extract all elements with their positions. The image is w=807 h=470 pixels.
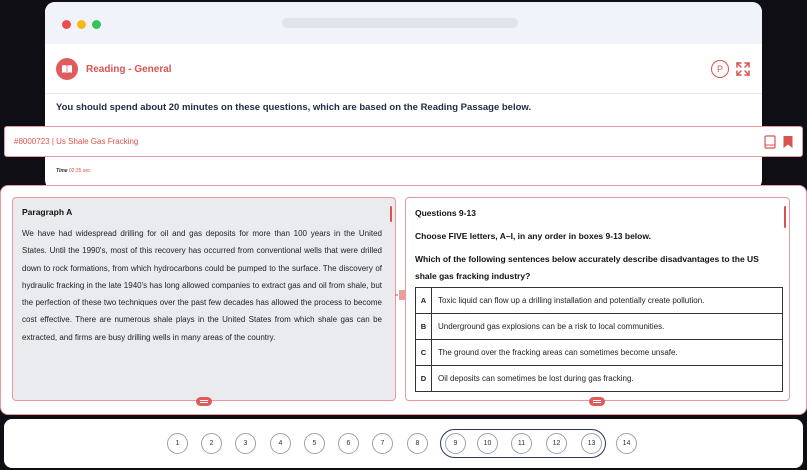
topic-title: #8000723 | Us Shale Gas Fracking xyxy=(14,137,139,146)
option-letter: D xyxy=(416,366,432,392)
question-nav-button[interactable]: 3 xyxy=(235,433,256,454)
question-nav-button[interactable]: 11 xyxy=(511,433,532,454)
app-window xyxy=(45,2,762,190)
question-nav-button[interactable]: 10 xyxy=(477,433,498,454)
option-row[interactable] xyxy=(416,340,783,366)
minimize-window-button[interactable] xyxy=(77,20,86,29)
option-text: Oil deposits can sometimes be lost during gas fracking. xyxy=(432,366,783,392)
option-letter: B xyxy=(416,314,432,340)
questions-instruction: Choose FIVE letters, A–I, in any order in boxes 9-13 below. xyxy=(415,231,652,241)
content-panel xyxy=(0,185,807,415)
bookmark-icon[interactable] xyxy=(782,135,794,149)
time-value: 02:35 sec xyxy=(68,168,91,174)
question-nav-button[interactable]: 6 xyxy=(338,433,359,454)
option-text: Underground gas explosions can be a risk to local communities. xyxy=(432,314,783,340)
question-navigation xyxy=(4,419,803,468)
passage-expand-handle-icon[interactable] xyxy=(196,397,212,406)
options-table xyxy=(415,287,783,392)
paragraph-text: We have had widespread drilling for oil and gas deposits for more than 100 years in the United States. Until the 1990's, most of this recovery has occurred from conventional wells that were drilled down to rock formations, from which hydrocarbons could be pumped to the surface. The discovery of hydraulic fracking in the late 1940's has long allowed companies to extract gas and oil from shale, but the perfection of these two techniques over the past few decades has allowed the process to become cost effective. There are numerous shale plays in the United States from which shale gas can be extracted, and firms are busy drilling wells in many areas of the country. xyxy=(22,229,382,342)
paragraph-heading: Paragraph A xyxy=(22,207,73,217)
question-nav-button[interactable]: 13 xyxy=(581,433,602,454)
option-letter: A xyxy=(416,288,432,314)
passage-scrollbar[interactable] xyxy=(390,206,392,222)
question-nav-button[interactable]: 1 xyxy=(167,433,188,454)
title-bar xyxy=(45,2,762,44)
timer xyxy=(56,168,91,174)
questions-expand-handle-icon[interactable] xyxy=(589,397,605,406)
test-header xyxy=(45,44,762,94)
close-window-button[interactable] xyxy=(62,20,71,29)
time-label: Time xyxy=(56,168,68,174)
topic-bar xyxy=(4,126,803,157)
questions-scrollbar[interactable] xyxy=(784,206,786,228)
question-nav-button[interactable]: 5 xyxy=(304,433,325,454)
question-nav-button[interactable]: 7 xyxy=(372,433,393,454)
option-text: Toxic liquid can flow up a drilling installation and potentially create pollution. xyxy=(432,288,783,314)
page-title: Reading - General xyxy=(86,64,172,75)
passage-pane[interactable] xyxy=(12,197,396,401)
address-bar[interactable] xyxy=(282,18,518,28)
question-nav-button[interactable]: 14 xyxy=(616,433,637,454)
option-row[interactable] xyxy=(416,366,783,392)
fullscreen-icon[interactable] xyxy=(735,61,751,77)
option-row[interactable] xyxy=(416,314,783,340)
option-row[interactable] xyxy=(416,288,783,314)
question-nav-button[interactable]: 8 xyxy=(407,433,428,454)
option-text: The ground over the fracking areas can sometimes become unsafe. xyxy=(432,340,783,366)
p-button[interactable]: P xyxy=(711,60,729,78)
question-nav-button[interactable]: 9 xyxy=(445,433,466,454)
questions-prompt: Which of the following sentences below accurately describe disadvantages to the US shale gas fracking industry? xyxy=(415,254,759,281)
maximize-window-button[interactable] xyxy=(92,20,101,29)
question-nav-button[interactable]: 12 xyxy=(546,433,567,454)
question-nav-button[interactable]: 4 xyxy=(270,433,291,454)
book-icon xyxy=(56,58,78,80)
question-nav-button[interactable]: 2 xyxy=(201,433,222,454)
notebook-icon[interactable] xyxy=(764,135,776,149)
questions-pane[interactable] xyxy=(405,197,790,401)
option-letter: C xyxy=(416,340,432,366)
instruction-text: You should spend about 20 minutes on these questions, which are based on the Reading Passage below. xyxy=(56,102,532,113)
questions-range: Questions 9-13 xyxy=(415,208,476,218)
